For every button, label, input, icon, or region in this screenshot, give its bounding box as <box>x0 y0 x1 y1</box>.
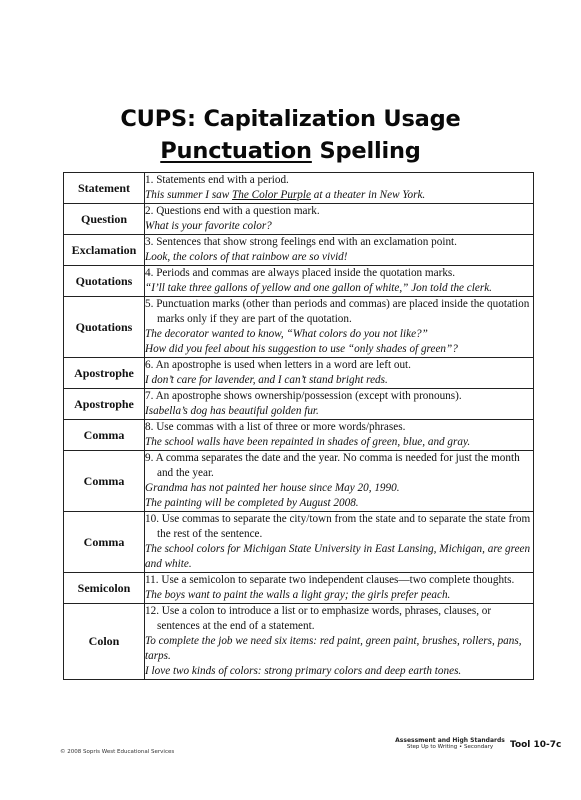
rule-category-label: Comma <box>64 420 145 451</box>
footer-series <box>395 737 505 750</box>
rule-text: 8. Use commas with a list of three or more words/phrases. <box>145 421 406 433</box>
rule-example <box>145 219 533 234</box>
table-row <box>64 604 534 680</box>
example-title-underlined: The Color Purple <box>232 189 311 201</box>
footer-series-title: Assessment and High Standards <box>395 737 505 744</box>
table-row <box>64 451 534 512</box>
rule-category-label: Comma <box>64 451 145 512</box>
rule-example <box>145 664 533 679</box>
example-text: The school walls have been repainted in shades of green, blue, and gray. <box>145 436 471 448</box>
rule-text: 6. An apostrophe is used when letters in a word are left out. <box>145 359 411 371</box>
rule-content <box>145 451 534 512</box>
table-row <box>64 389 534 420</box>
footer-series-subtitle: Step Up to Writing • Secondary <box>406 744 494 750</box>
rule-category-label: Apostrophe <box>64 358 145 389</box>
rule-example <box>145 281 533 296</box>
rule-example <box>145 327 533 342</box>
rule-content <box>145 604 534 680</box>
table-row <box>64 573 534 604</box>
rule-text: 1. Statements end with a period. <box>145 174 289 186</box>
rule-content <box>145 266 534 297</box>
page-title <box>0 106 581 132</box>
example-text: I don’t care for lavender, and I can’t stand bright reds. <box>145 374 388 386</box>
table-row <box>64 235 534 266</box>
rule-example <box>145 496 533 511</box>
example-text: The school colors for Michigan State University in East Lansing, Michigan, are green and white. <box>145 543 531 570</box>
title-punctuation: Punctuation <box>160 138 312 164</box>
rule-text: 2. Questions end with a question mark. <box>145 205 320 217</box>
rule-category-label: Quotations <box>64 266 145 297</box>
rule-text: 9. A comma separates the date and the year. No comma is needed for just the month and the year. <box>145 452 520 479</box>
rule-category-label: Apostrophe <box>64 389 145 420</box>
rule-example <box>145 404 533 419</box>
table-row <box>64 266 534 297</box>
footer-tool-number: Tool 10-7c <box>510 740 562 750</box>
example-text: Look, the colors of that rainbow are so vivid! <box>145 251 348 263</box>
example-text: The boys want to paint the walls a light gray; the girls prefer peach. <box>145 589 451 601</box>
rule-content <box>145 235 534 266</box>
rule-text: 11. Use a semicolon to separate two independent clauses—two complete thoughts. <box>145 574 515 586</box>
table-row <box>64 297 534 358</box>
rule-text: 3. Sentences that show strong feelings end with an exclamation point. <box>145 236 457 248</box>
example-text: The painting will be completed by August 2008. <box>145 497 359 509</box>
rule-category-label: Semicolon <box>64 573 145 604</box>
rule-text: 10. Use commas to separate the city/town from the state and to separate the state from the rest of the sentence. <box>145 513 531 540</box>
rule-text: 7. An apostrophe shows ownership/possession (except with pronouns). <box>145 390 462 402</box>
rule-example <box>145 250 533 265</box>
rule-example <box>145 542 533 572</box>
example-text: To complete the job we need six items: red paint, green paint, brushes, rollers, pans, tarps. <box>145 635 522 662</box>
footer-copyright: © 2008 Sopris West Educational Services <box>60 749 175 755</box>
punctuation-rules-table <box>63 172 534 680</box>
rule-text: 5. Punctuation marks (other than periods and commas) are placed inside the quotation marks only if they are part of the quotation. <box>145 298 530 325</box>
rule-example <box>145 373 533 388</box>
rule-content <box>145 358 534 389</box>
table-row <box>64 512 534 573</box>
rule-text: 4. Periods and commas are always placed inside the quotation marks. <box>145 267 456 279</box>
rule-example <box>145 588 533 603</box>
table-row <box>64 420 534 451</box>
rule-category-label: Exclamation <box>64 235 145 266</box>
page-subtitle <box>0 138 581 164</box>
rule-example <box>145 634 533 664</box>
table-row <box>64 358 534 389</box>
example-text: at a theater in New York. <box>310 189 426 201</box>
rule-category-label: Quotations <box>64 297 145 358</box>
example-text: This summer I saw <box>145 189 233 201</box>
rule-text: 12. Use a colon to introduce a list or to emphasize words, phrases, clauses, or sentences at the end of a statement. <box>145 605 492 632</box>
example-text: The decorator wanted to know, “What colors do you not like?” <box>145 328 428 340</box>
rule-category-label: Statement <box>64 173 145 204</box>
title-line-1: CUPS: Capitalization Usage <box>120 106 461 132</box>
example-text: Grandma has not painted her house since May 20, 1990. <box>145 482 400 494</box>
rule-content <box>145 420 534 451</box>
example-text: Isabella’s dog has beautiful golden fur. <box>145 405 319 417</box>
rule-content <box>145 512 534 573</box>
rule-category-label: Question <box>64 204 145 235</box>
example-text: How did you feel about his suggestion to use “only shades of green”? <box>145 343 458 355</box>
rule-example <box>145 435 533 450</box>
rule-content <box>145 204 534 235</box>
rule-example <box>145 188 533 203</box>
rule-category-label: Comma <box>64 512 145 573</box>
rule-content <box>145 573 534 604</box>
table-row <box>64 204 534 235</box>
example-text: What is your favorite color? <box>145 220 272 232</box>
title-spelling: Spelling <box>311 138 421 164</box>
example-text: I love two kinds of colors: strong primary colors and deep earth tones. <box>145 665 462 677</box>
example-text: “I’ll take three gallons of yellow and one gallon of white,” Jon told the clerk. <box>145 282 492 294</box>
table-row <box>64 173 534 204</box>
rule-category-label: Colon <box>64 604 145 680</box>
rule-example <box>145 481 533 496</box>
rule-content <box>145 389 534 420</box>
rule-content <box>145 297 534 358</box>
rule-content <box>145 173 534 204</box>
rule-example <box>145 342 533 357</box>
